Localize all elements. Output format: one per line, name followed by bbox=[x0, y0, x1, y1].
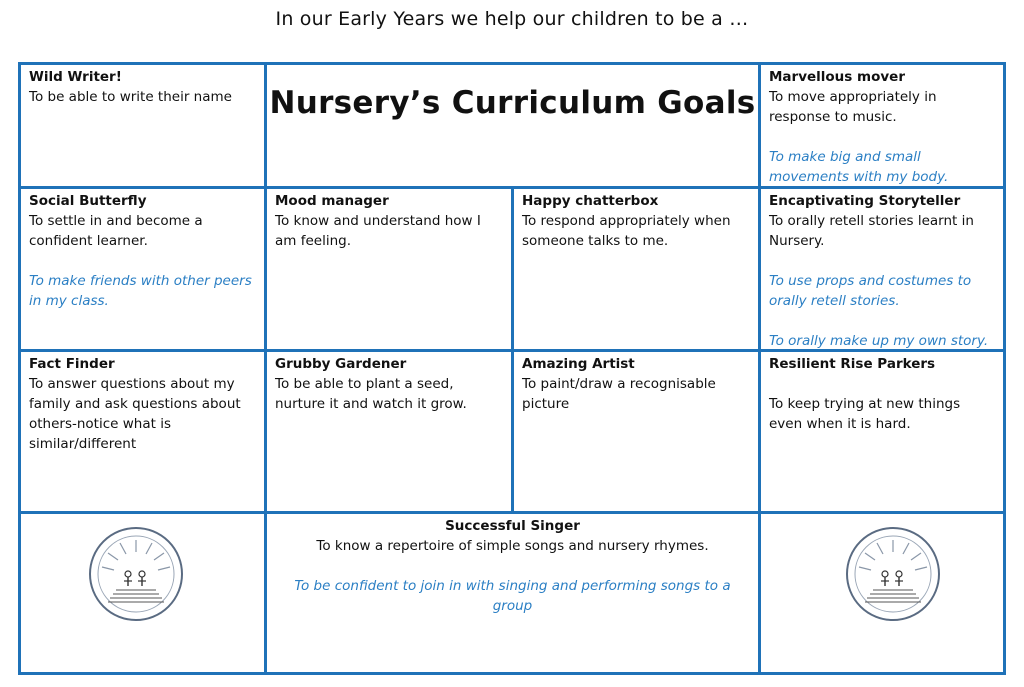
goal-title: Encaptivating Storyteller bbox=[769, 193, 961, 209]
goal-extension: To make friends with other peers in my class. bbox=[29, 273, 252, 309]
goal-title: Mood manager bbox=[275, 193, 389, 209]
goal-fact-finder bbox=[21, 352, 264, 511]
goal-title: Marvellous mover bbox=[769, 69, 905, 85]
goal-description: To be able to write their name bbox=[29, 89, 232, 105]
goal-title: Fact Finder bbox=[29, 356, 115, 372]
goal-description: To answer questions about my family and ask questions about others-notice what is similar/different bbox=[29, 376, 241, 452]
goal-amazing-artist bbox=[514, 352, 758, 511]
goal-title: Social Butterfly bbox=[29, 193, 147, 209]
goal-wild-writer bbox=[21, 65, 264, 186]
school-logo-icon bbox=[843, 524, 943, 624]
goal-description: To know and understand how I am feeling. bbox=[275, 213, 481, 249]
goal-grubby-gardener bbox=[267, 352, 511, 511]
goal-marvellous-mover bbox=[761, 65, 1003, 186]
goal-description: To orally retell stories learnt in Nursery. bbox=[769, 213, 974, 249]
curriculum-goals-grid bbox=[18, 62, 1006, 675]
goal-happy-chatterbox bbox=[514, 189, 758, 349]
goal-resilient-rise-parkers bbox=[761, 352, 1003, 511]
logo-cell-right bbox=[761, 514, 1003, 672]
goal-description: To settle in and become a confident learner. bbox=[29, 213, 203, 249]
goal-title: Resilient Rise Parkers bbox=[769, 356, 936, 372]
logo-cell-left bbox=[21, 514, 264, 672]
goal-extension: To use props and costumes to orally retell stories. bbox=[769, 273, 972, 309]
goal-mood-manager bbox=[267, 189, 511, 349]
goal-successful-singer bbox=[267, 514, 758, 672]
goal-description: To respond appropriately when someone talks to me. bbox=[522, 213, 731, 249]
page-title: Nursery’s Curriculum Goals bbox=[269, 85, 756, 121]
goal-extension: To orally make up my own story. bbox=[769, 333, 989, 349]
goal-extension: To be confident to join in with singing and performing songs to a group bbox=[294, 578, 731, 614]
page-heading: In our Early Years we help our children to be a … bbox=[275, 8, 749, 30]
goal-title: Happy chatterbox bbox=[522, 193, 659, 209]
goal-title: Successful Singer bbox=[445, 518, 580, 534]
goal-description: To know a repertoire of simple songs and nursery rhymes. bbox=[316, 538, 709, 554]
goal-title: Amazing Artist bbox=[522, 356, 635, 372]
goal-title: Grubby Gardener bbox=[275, 356, 407, 372]
goal-social-butterfly bbox=[21, 189, 264, 349]
goal-description: To move appropriately in response to music. bbox=[769, 89, 937, 125]
goal-title: Wild Writer! bbox=[29, 69, 122, 85]
school-logo-icon bbox=[86, 524, 186, 624]
goal-description: To be able to plant a seed, nurture it and watch it grow. bbox=[275, 376, 467, 412]
goal-description: To keep trying at new things even when it is hard. bbox=[769, 396, 961, 432]
goal-extension: To make big and small movements with my body. bbox=[769, 149, 949, 185]
title-cell bbox=[267, 65, 758, 186]
goal-encaptivating-storyteller bbox=[761, 189, 1003, 349]
goal-description: To paint/draw a recognisable picture bbox=[522, 376, 716, 412]
